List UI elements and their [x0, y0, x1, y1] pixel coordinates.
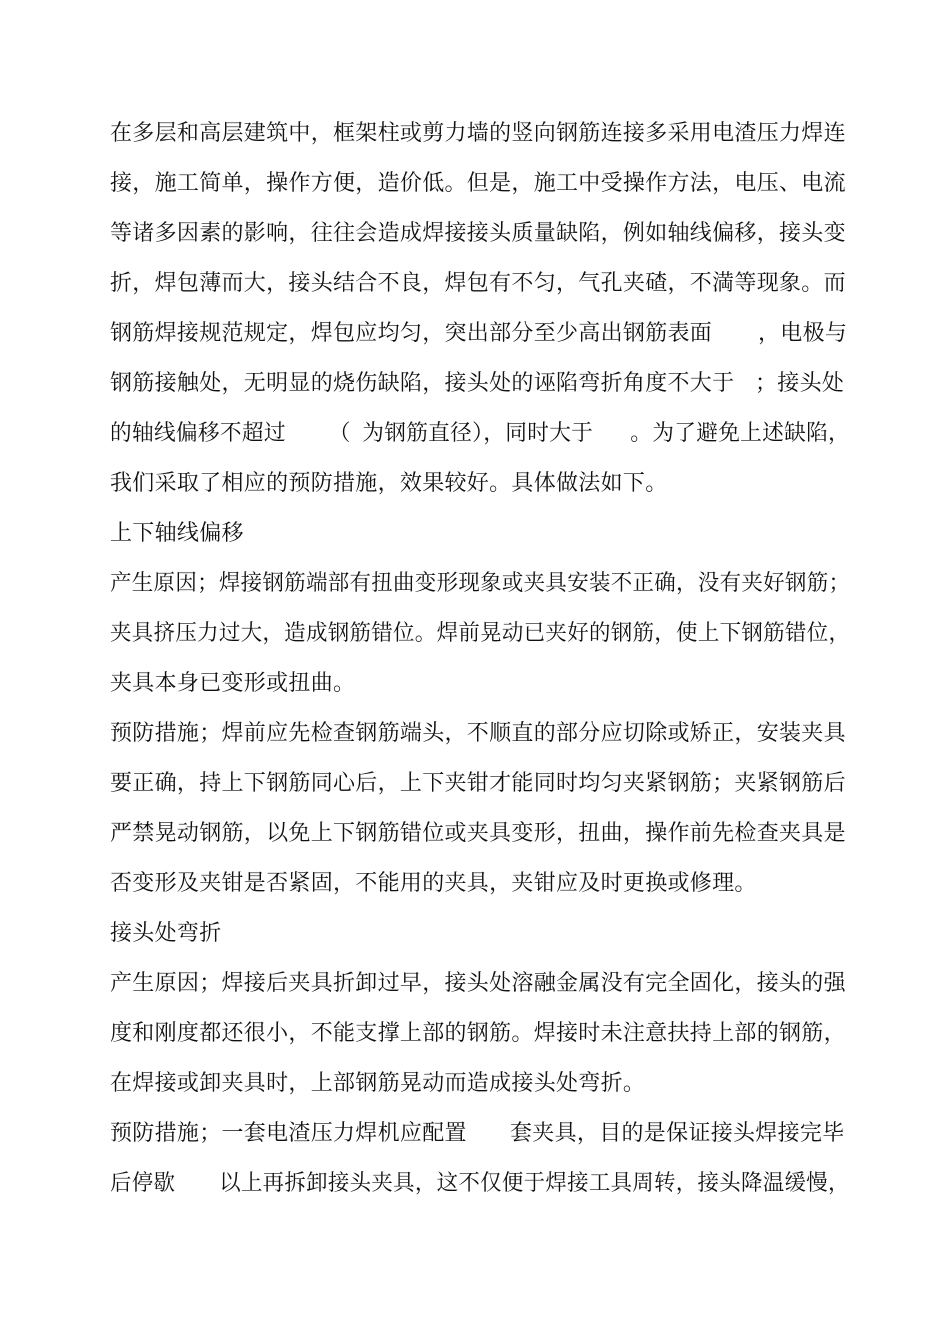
text-line	[110, 466, 850, 502]
text-segment: 度和刚度都还很小，不能支撑上部的钢筋。焊接时未注意扶持上部的钢筋，	[110, 1021, 846, 1046]
text-segment: 钢筋焊接规范规定，焊包应均匀，突出部分至少高出钢筋表面	[110, 321, 713, 346]
text-line	[110, 966, 850, 1002]
text-segment: 折，焊包薄而大，接头结合不良，焊包有不匀，气孔夹碴，不満等现象。而	[110, 271, 846, 296]
text-segment: 否变形及夹钳是否紧固，不能用的夹具，夹钳应及时更换或修理。	[110, 871, 757, 896]
text-segment: 的轴线偏移不超过	[110, 421, 286, 446]
text-segment: 预防措施；焊前应先检查钢筋端头，不顺直的部分应切除或矫正，安装夹具	[110, 721, 846, 746]
text-segment: ；接头处	[755, 371, 845, 396]
text-segment: 后停歇	[110, 1171, 176, 1196]
text-segment: 产生原因；焊接后夹具折卸过早，接头处溶融金属没有完全固化，接头的强	[110, 971, 846, 996]
text-line	[110, 366, 850, 402]
text-segment: 在多层和高层建筑中，框架柱或剪力墙的竖向钢筋连接多采用电渣压力焊连	[110, 121, 846, 146]
text-segment: （	[328, 421, 351, 446]
text-segment: 预防措施；一套电渣压力焊机应配置	[110, 1121, 467, 1146]
text-line	[110, 1116, 850, 1152]
text-line	[110, 116, 850, 152]
text-segment: 套夹具，目的是保证接头焊接完毕	[510, 1121, 845, 1146]
text-segment: 。为了避免上述缺陷，	[630, 421, 851, 446]
text-line	[110, 816, 850, 852]
text-segment: ，电极与	[758, 321, 848, 346]
text-line	[110, 1166, 850, 1202]
section-heading	[110, 916, 850, 952]
text-segment: 夹具挤压力过大，造成钢筋错位。焊前晃动已夹好的钢筋，使上下钢筋错位，	[110, 621, 851, 646]
text-segment: 接头处弯折	[110, 921, 222, 946]
text-segment: 要正确，持上下钢筋同心后，上下夹钳才能同时均匀夹紧钢筋；夹紧钢筋后	[110, 771, 846, 796]
text-segment: 夹具本身已变形或扭曲。	[110, 671, 356, 696]
text-segment: 在焊接或卸夹具时，上部钢筋晃动而造成接头处弯折。	[110, 1071, 646, 1096]
section-heading	[110, 516, 850, 552]
text-line	[110, 166, 850, 202]
text-segment: 上下轴线偏移	[110, 521, 244, 546]
text-line	[110, 1066, 850, 1102]
text-segment: 等诸多因素的影响，往往会造成焊接接头质量缺陷，例如轴线偏移，接头变	[110, 221, 846, 246]
text-segment: 钢筋接触处，无明显的烧伤缺陷，接头处的诬陷弯折角度不大于	[110, 371, 735, 396]
text-line	[110, 566, 851, 602]
text-line	[110, 766, 850, 802]
text-segment: 我们采取了相应的预防措施，效果较好。具体做法如下。	[110, 471, 668, 496]
text-segment: 以上再拆卸接头夹具，这不仅便于焊接工具周转，接头降温缓慢，	[219, 1171, 850, 1196]
text-line	[110, 266, 850, 302]
text-line	[110, 316, 850, 352]
text-segment: 接，施工简单，操作方便，造价低。但是，施工中受操作方法，电压、电流	[110, 171, 846, 196]
text-line	[110, 416, 851, 452]
text-line	[110, 866, 850, 902]
text-segment: 为钢筋直径），同时大于	[362, 421, 594, 446]
text-line	[110, 666, 850, 702]
text-line	[110, 616, 851, 652]
text-segment: 产生原因；焊接钢筋端部有扭曲变形现象或夹具安装不正确，没有夹好钢筋；	[110, 571, 851, 596]
text-line	[110, 716, 850, 752]
text-segment: 严禁晃动钢筋，以免上下钢筋错位或夹具变形，扭曲，操作前先检查夹具是	[110, 821, 846, 846]
text-line	[110, 216, 850, 252]
text-line	[110, 1016, 850, 1052]
